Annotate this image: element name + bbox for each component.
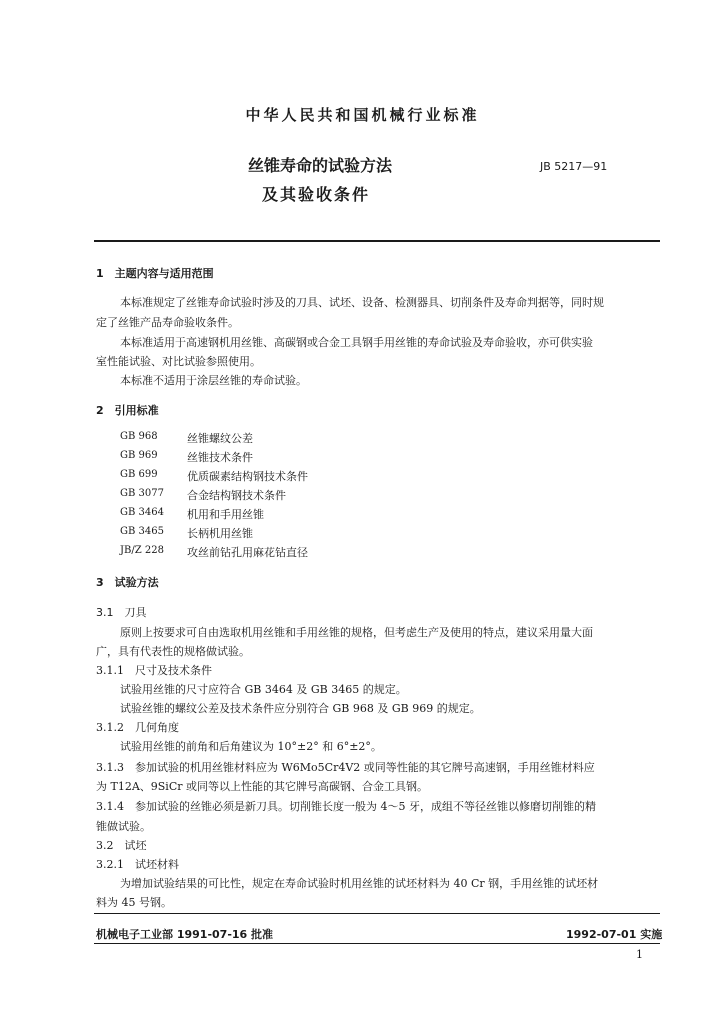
document-title-line1: 丝锥寿命的试验方法 (248, 156, 393, 175)
section-2-heading: 2 引用标准 (96, 404, 159, 417)
reference-title: 合金结构钢技术条件 (187, 489, 286, 502)
s3-1-1-line2: 试验丝锥的螺纹公差及技术条件应分别符合 GB 968 及 GB 969 的规定。 (120, 702, 481, 715)
footer-bottom-divider (94, 943, 660, 944)
s3-1-4-line2: 锥做试验。 (96, 820, 151, 833)
reference-title: 优质碳素结构钢技术条件 (187, 470, 308, 483)
page-number: 1 (636, 948, 643, 961)
section-3-1-heading: 3.1 刀具 (96, 606, 147, 619)
document-title-line2: 及其验收条件 (262, 185, 371, 204)
reference-title: 机用和手用丝锥 (187, 508, 264, 521)
s3-1-1-line1: 试验用丝锥的尺寸应符合 GB 3464 及 GB 3465 的规定。 (120, 683, 407, 696)
reference-code: GB 3465 (120, 526, 164, 537)
s1-paragraph2-line2: 室性能试验、对比试验参照使用。 (96, 355, 261, 368)
section-3-heading: 3 试验方法 (96, 576, 159, 589)
reference-title: 长柄机用丝锥 (187, 527, 253, 540)
reference-code: GB 699 (120, 469, 158, 480)
section-3-2-heading: 3.2 试坯 (96, 839, 147, 852)
standard-code: JB 5217—91 (540, 160, 608, 173)
reference-code: GB 3077 (120, 488, 164, 499)
s3-1-3-line2: 为 T12A、9SiCr 或同等以上性能的其它牌号高碳钢、合金工具钢。 (96, 780, 428, 793)
s3-1-line1: 原则上按要求可自由选取机用丝锥和手用丝锥的规格，但考虑生产及使用的特点，建议采用量大面 (120, 626, 593, 639)
s1-paragraph3: 本标准不适用于涂层丝锥的寿命试验。 (120, 374, 307, 387)
standard-body-title: 中华人民共和国机械行业标准 (245, 106, 480, 124)
s1-paragraph1-line1: 本标准规定了丝锥寿命试验时涉及的刀具、试坯、设备、检测器具、切削条件及寿命判据等，同时规 (120, 296, 604, 309)
reference-code: GB 969 (120, 450, 158, 461)
section-3-1-1-heading: 3.1.1 尺寸及技术条件 (96, 664, 212, 677)
section-3-1-2-heading: 3.1.2 几何角度 (96, 721, 179, 734)
effective-date: 1992-07-01 实施 (566, 928, 663, 941)
s3-1-2-line1: 试验用丝锥的前角和后角建议为 10°±2° 和 6°±2°。 (120, 740, 382, 753)
section-3-2-1-heading: 3.2.1 试坯材料 (96, 858, 179, 871)
approval-date: 机械电子工业部 1991-07-16 批准 (96, 928, 274, 941)
header-divider (94, 240, 660, 242)
s1-paragraph2-line1: 本标准适用于高速钢机用丝锥、高碳钢或合金工具钢手用丝锥的寿命试验及寿命验收，亦可供实验 (120, 336, 593, 349)
reference-code: GB 3464 (120, 507, 164, 518)
s3-1-line2: 广，具有代表性的规格做试验。 (96, 645, 250, 658)
s3-1-3-line1: 3.1.3 参加试验的机用丝锥材料应为 W6Mo5Cr4V2 或同等性能的其它牌号高速钢，手用丝锥材料应 (96, 761, 595, 774)
s1-paragraph1-line2: 定了丝锥产品寿命验收条件。 (96, 316, 239, 329)
section-1-heading: 1 主题内容与适用范围 (96, 267, 214, 280)
s3-2-1-line1: 为增加试验结果的可比性，规定在寿命试验时机用丝锥的试坯材料为 40 Cr 钢，手用丝锥的试坯材 (120, 877, 599, 890)
reference-code: GB 968 (120, 431, 158, 442)
reference-title: 攻丝前钻孔用麻花钻直径 (187, 546, 308, 559)
s3-1-4-line1: 3.1.4 参加试验的丝锥必须是新刀具。切削锥长度一般为 4～5 牙，成组不等径丝锥以修磨切削锥的精 (96, 800, 596, 813)
reference-title: 丝锥技术条件 (187, 451, 253, 464)
reference-code: JB/Z 228 (120, 545, 164, 556)
reference-title: 丝锥螺纹公差 (187, 432, 253, 445)
footer-divider (94, 913, 660, 914)
s3-2-1-line2: 料为 45 号钢。 (96, 896, 172, 909)
